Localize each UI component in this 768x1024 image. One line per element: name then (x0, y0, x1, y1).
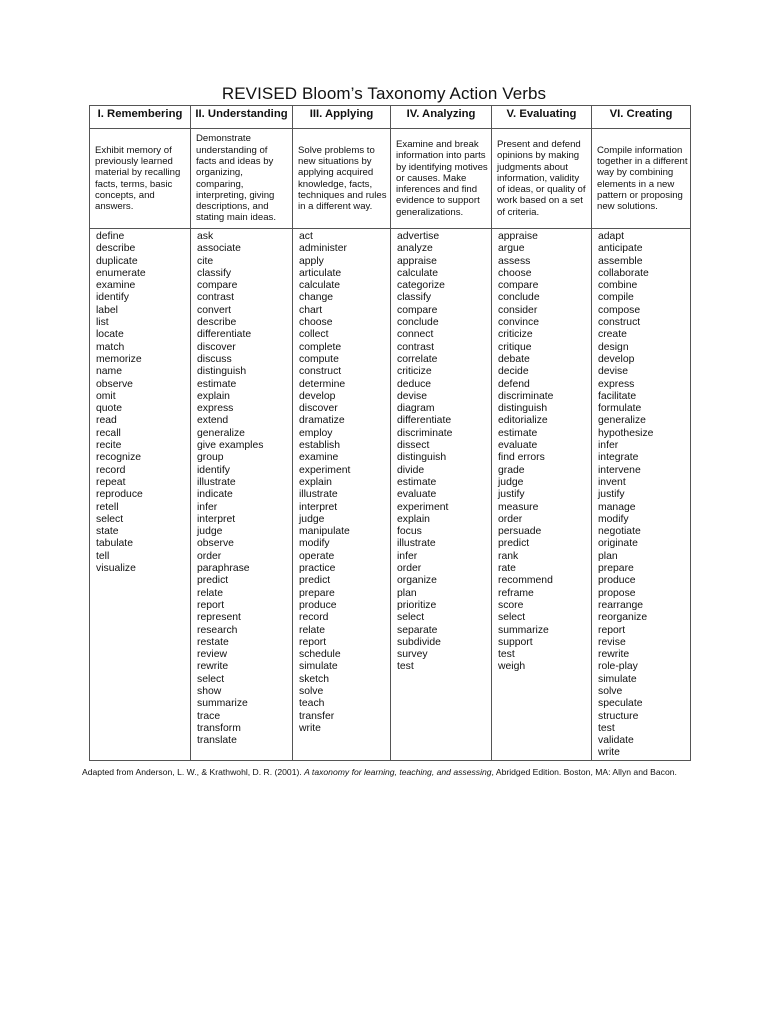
verb-item: order (197, 550, 222, 562)
column-header-analyzing: IV. Analyzing (391, 106, 492, 129)
verb-item: formulate (598, 403, 642, 415)
page-title: REVISED Bloom’s Taxonomy Action Verbs (221, 84, 547, 103)
verb-item: select (498, 612, 526, 624)
verb-item: quote (96, 403, 123, 415)
verb-item: discover (299, 403, 338, 415)
verb-item: grade (498, 464, 525, 476)
verb-item: explain (299, 476, 332, 488)
verb-item: analyze (397, 243, 433, 255)
verb-item: discuss (197, 353, 232, 365)
verb-item: generalize (598, 415, 646, 427)
verb-item: rank (498, 550, 519, 562)
verb-item: facilitate (598, 390, 637, 402)
verb-item: read (96, 415, 117, 427)
verb-item: produce (299, 599, 337, 611)
citation-text: Adapted from Anderson, L. W., & Krathwohl, D. R. (2001). (82, 767, 305, 777)
verb-item: test (498, 649, 515, 661)
verb-item: categorize (397, 280, 445, 292)
verb-item: name (96, 366, 122, 378)
verb-item: tabulate (96, 538, 133, 550)
verb-item: describe (96, 243, 136, 255)
verb-item: connect (397, 329, 434, 341)
verb-item: role-play (598, 661, 638, 673)
verb-item: paraphrase (197, 563, 250, 575)
column-header-evaluating: V. Evaluating (492, 106, 592, 129)
verb-item: convert (197, 304, 232, 316)
verb-item: illustrate (197, 476, 236, 488)
verb-item: conclude (498, 292, 540, 304)
verb-item: appraise (498, 231, 538, 242)
verb-item: evaluate (397, 489, 437, 501)
verb-item: summarize (197, 698, 248, 710)
verb-item: hypothesize (598, 427, 654, 439)
verb-item: locate (96, 329, 124, 341)
verb-item: criticize (397, 366, 432, 378)
verb-item: assess (498, 255, 531, 267)
verb-item: illustrate (299, 489, 338, 501)
verb-item: distinguish (498, 403, 548, 415)
verb-item: plan (598, 550, 618, 562)
verb-item: develop (598, 353, 635, 365)
verb-item: experiment (397, 501, 449, 513)
verb-item: judge (197, 526, 223, 538)
verb-item: translate (197, 735, 237, 747)
verb-item: transfer (299, 710, 335, 722)
verb-item: judge (299, 513, 325, 525)
verb-item: design (598, 341, 629, 353)
verb-item: dissect (397, 440, 430, 452)
verb-item: persuade (498, 526, 542, 538)
verb-item: construct (598, 317, 641, 329)
verb-item: solve (598, 685, 623, 697)
verb-item: criticize (498, 329, 533, 341)
verb-item: extend (197, 415, 229, 427)
verb-item: test (598, 722, 615, 734)
verb-item: record (299, 612, 329, 624)
verb-item: sketch (299, 673, 330, 685)
verb-item: test (397, 661, 414, 673)
verb-item: employ (299, 427, 333, 439)
verb-item: summarize (498, 624, 549, 636)
verb-item: differentiate (397, 415, 452, 427)
verb-item: negotiate (598, 526, 641, 538)
verb-item: consider (498, 304, 538, 316)
verb-item: choose (498, 267, 532, 279)
description-remembering: Exhibit memory of previously learned material by recalling facts, terms, basic concepts, and answers. (95, 144, 181, 213)
verbs-row (90, 229, 691, 761)
verb-item: measure (498, 501, 539, 513)
verb-item: classify (197, 267, 232, 279)
verb-item: anticipate (598, 243, 643, 255)
column-header-creating: VI. Creating (592, 106, 691, 129)
verb-item: visualize (96, 563, 136, 575)
verb-item: invent (598, 476, 626, 488)
verb-item: write (299, 722, 321, 734)
verb-item: predict (498, 538, 530, 550)
description-cell (90, 129, 191, 229)
verb-item: create (598, 329, 627, 341)
verb-item: represent (197, 612, 241, 624)
verb-item: report (299, 636, 327, 648)
verb-item: predict (299, 575, 331, 587)
verb-item: act (299, 231, 313, 242)
verb-item: propose (598, 587, 636, 599)
verb-item: cite (197, 255, 214, 267)
verb-item: plan (397, 587, 417, 599)
verb-item: simulate (299, 661, 338, 673)
verb-item: modify (299, 538, 330, 550)
verb-item: classify (397, 292, 432, 304)
verb-item: editorialize (498, 415, 548, 427)
column-header-understanding: II. Understanding (191, 106, 293, 129)
verb-item: collaborate (598, 267, 649, 279)
verb-item: discover (197, 341, 236, 353)
verb-item: support (498, 636, 533, 648)
description-cell (293, 129, 391, 229)
verb-item: relate (197, 587, 223, 599)
verb-item: predict (197, 575, 229, 587)
verb-item: match (96, 341, 125, 353)
verb-item: examine (96, 280, 136, 292)
verb-item: estimate (498, 427, 538, 439)
verb-list-remembering (90, 229, 191, 761)
citation-book-title: A taxonomy for learning, teaching, and assessing (304, 767, 492, 777)
header-row (90, 106, 691, 129)
verb-item: operate (299, 550, 335, 562)
verb-item: integrate (598, 452, 639, 464)
verb-item: practice (299, 563, 336, 575)
citation-footnote (82, 767, 698, 778)
description-understanding: Demonstrate understanding of facts and ideas by organizing, comparing, interpreting, giving descriptions, and stating main ideas. (196, 133, 276, 224)
verb-item: articulate (299, 267, 342, 279)
verb-item: rate (498, 563, 516, 575)
verb-item: repeat (96, 476, 126, 488)
verb-item: generalize (197, 427, 245, 439)
verb-item: duplicate (96, 255, 138, 267)
verb-item: transform (197, 722, 241, 734)
verb-item: omit (96, 390, 116, 402)
verb-item: solve (299, 685, 324, 697)
verb-item: weigh (498, 661, 526, 673)
verb-item: contrast (397, 341, 434, 353)
verb-list-applying (293, 229, 391, 761)
verb-item: infer (397, 550, 418, 562)
verb-item: organize (397, 575, 437, 587)
verb-item: experiment (299, 464, 351, 476)
verb-item: tell (96, 550, 110, 562)
verb-item: write (598, 747, 620, 759)
verb-item: change (299, 292, 334, 304)
verb-item: reorganize (598, 612, 648, 624)
verb-item: prepare (299, 587, 335, 599)
verb-item: examine (299, 452, 339, 464)
verb-item: reproduce (96, 489, 143, 501)
verb-item: enumerate (96, 267, 146, 279)
verb-item: defend (498, 378, 530, 390)
verb-item: subdivide (397, 636, 441, 648)
verb-item: select (96, 513, 124, 525)
verb-item: contrast (197, 292, 234, 304)
verb-item: select (197, 673, 225, 685)
verb-item: interpret (197, 513, 236, 525)
verb-item: describe (197, 317, 237, 329)
verb-item: separate (397, 624, 438, 636)
verb-item: state (96, 526, 119, 538)
verb-item: schedule (299, 649, 341, 661)
verb-item: ask (197, 231, 214, 242)
verb-list-evaluating (492, 229, 592, 761)
verb-list-creating (592, 229, 691, 761)
verb-item: identify (96, 292, 129, 304)
verb-item: calculate (299, 280, 341, 292)
verb-item: compare (397, 304, 438, 316)
verb-item: illustrate (397, 538, 436, 550)
verb-item: assemble (598, 255, 643, 267)
verb-item: research (197, 624, 238, 636)
verb-item: simulate (598, 673, 637, 685)
verb-item: recall (96, 427, 121, 439)
description-cell (191, 129, 293, 229)
verb-item: critique (498, 341, 532, 353)
verb-item: recognize (96, 452, 142, 464)
verb-item: chart (299, 304, 323, 316)
description-evaluating: Present and defend opinions by making judgments about information, validity of ideas, or quality of work based on a set of criteria. (497, 138, 586, 218)
verb-item: manipulate (299, 526, 350, 538)
verb-item: observe (96, 378, 133, 390)
verb-item: compare (197, 280, 238, 292)
verb-item: evaluate (498, 440, 538, 452)
verb-item: distinguish (397, 452, 447, 464)
verb-item: restate (197, 636, 229, 648)
citation-publisher: , Abridged Edition. Boston, MA: Allyn and Bacon. (491, 767, 677, 777)
verb-item: score (498, 599, 524, 611)
verb-item: recommend (498, 575, 553, 587)
verb-item: observe (197, 538, 234, 550)
verb-item: construct (299, 366, 342, 378)
verb-item: decide (498, 366, 529, 378)
verb-item: discriminate (397, 427, 453, 439)
verb-item: speculate (598, 698, 643, 710)
verb-item: complete (299, 341, 342, 353)
verb-item: justify (598, 489, 625, 501)
verb-item: explain (197, 390, 230, 402)
verb-item: focus (397, 526, 422, 538)
verb-item: group (197, 452, 224, 464)
verb-item: rewrite (598, 649, 630, 661)
verb-item: correlate (397, 353, 438, 365)
verb-item: rearrange (598, 599, 644, 611)
verb-item: prepare (598, 563, 634, 575)
description-cell (592, 129, 691, 229)
verb-item: find errors (498, 452, 545, 464)
verb-item: distinguish (197, 366, 247, 378)
verb-item: intervene (598, 464, 641, 476)
verb-list-understanding (191, 229, 293, 761)
verb-item: justify (498, 489, 525, 501)
verb-item: report (197, 599, 225, 611)
description-applying: Solve problems to new situations by applying acquired knowledge, facts, techniques and rules in a different way. (298, 144, 387, 213)
verb-item: calculate (397, 267, 439, 279)
verb-item: trace (197, 710, 221, 722)
verb-item: compile (598, 292, 634, 304)
verb-item: combine (598, 280, 638, 292)
column-header-applying: III. Applying (293, 106, 391, 129)
verb-item: show (197, 685, 222, 697)
verb-item: advertise (397, 231, 440, 242)
verb-item: establish (299, 440, 341, 452)
verb-item: select (397, 612, 425, 624)
verb-item: define (96, 231, 125, 242)
verb-item: conclude (397, 317, 439, 329)
verb-item: indicate (197, 489, 233, 501)
verb-item: discriminate (498, 390, 554, 402)
verb-item: validate (598, 735, 634, 747)
verb-item: dramatize (299, 415, 345, 427)
verb-item: memorize (96, 353, 142, 365)
verb-item: reframe (498, 587, 534, 599)
verb-item: explain (397, 513, 430, 525)
verb-item: recite (96, 440, 122, 452)
verb-item: choose (299, 317, 333, 329)
verb-item: survey (397, 649, 428, 661)
verb-item: record (96, 464, 126, 476)
verb-item: originate (598, 538, 638, 550)
verb-item: develop (299, 390, 336, 402)
verb-item: manage (598, 501, 636, 513)
verb-item: differentiate (197, 329, 252, 341)
description-analyzing: Examine and break information into parts by identifying motives or causes. Make inferences and find evidence to support generalizations. (396, 138, 488, 218)
verb-item: devise (397, 390, 428, 402)
verb-item: divide (397, 464, 425, 476)
verb-item: report (598, 624, 626, 636)
verb-item: estimate (397, 476, 437, 488)
verb-item: collect (299, 329, 329, 341)
verb-item: list (96, 317, 109, 329)
taxonomy-table (89, 105, 691, 761)
verb-item: produce (598, 575, 636, 587)
verb-item: convince (498, 317, 540, 329)
description-cell (492, 129, 592, 229)
verb-item: order (397, 563, 422, 575)
verb-item: infer (598, 440, 619, 452)
verb-item: modify (598, 513, 629, 525)
verb-item: express (197, 403, 234, 415)
description-creating: Compile information together in a different way by combining elements in a new pattern or proposing new solutions. (597, 144, 688, 213)
verb-item: give examples (197, 440, 264, 452)
verb-item: rewrite (197, 661, 229, 673)
verb-item: devise (598, 366, 629, 378)
verb-item: revise (598, 636, 626, 648)
verb-item: estimate (197, 378, 237, 390)
verb-item: compose (598, 304, 641, 316)
verb-item: judge (498, 476, 524, 488)
verb-item: compare (498, 280, 539, 292)
verb-item: prioritize (397, 599, 437, 611)
verb-item: determine (299, 378, 346, 390)
verb-item: debate (498, 353, 530, 365)
verb-item: order (498, 513, 523, 525)
verb-item: administer (299, 243, 347, 255)
verb-item: adapt (598, 231, 625, 242)
verb-item: label (96, 304, 118, 316)
verb-item: diagram (397, 403, 435, 415)
verb-item: deduce (397, 378, 432, 390)
verb-item: appraise (397, 255, 437, 267)
verb-item: associate (197, 243, 241, 255)
verb-item: review (197, 649, 228, 661)
verb-item: identify (197, 464, 230, 476)
column-header-remembering: I. Remembering (90, 106, 191, 129)
verb-item: infer (197, 501, 218, 513)
description-row (90, 129, 691, 229)
verb-item: interpret (299, 501, 338, 513)
verb-list-analyzing (391, 229, 492, 761)
verb-item: express (598, 378, 635, 390)
description-cell (391, 129, 492, 229)
verb-item: argue (498, 243, 525, 255)
verb-item: compute (299, 353, 339, 365)
verb-item: retell (96, 501, 119, 513)
verb-item: teach (299, 698, 325, 710)
verb-item: apply (299, 255, 324, 267)
verb-item: structure (598, 710, 639, 722)
verb-item: relate (299, 624, 325, 636)
